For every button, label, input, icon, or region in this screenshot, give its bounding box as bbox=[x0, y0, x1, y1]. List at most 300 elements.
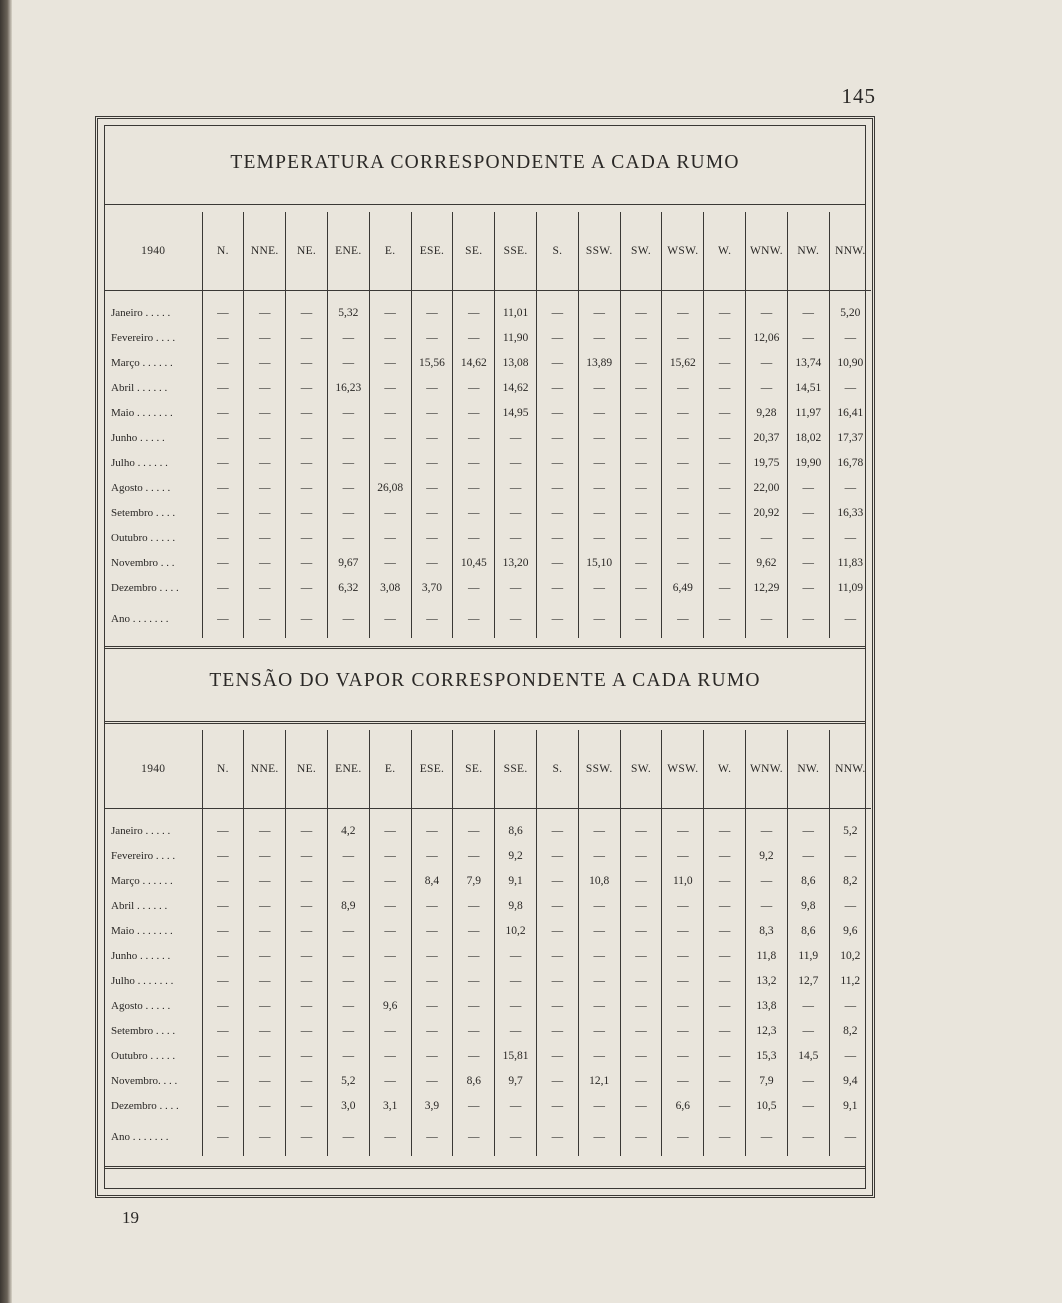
temperatura-value-cell: 17,37 bbox=[829, 425, 871, 450]
temperatura-value-cell: — bbox=[202, 475, 244, 500]
tensao-row bbox=[105, 1043, 871, 1068]
temperatura-column-header: SSE. bbox=[495, 212, 537, 291]
spacer-cell bbox=[620, 291, 662, 301]
tensao-month-label: Outubro . . . . . bbox=[111, 1049, 176, 1062]
tensao-value-cell: — bbox=[286, 843, 328, 868]
temperatura-row bbox=[105, 325, 871, 350]
temperatura-value-cell: 14,62 bbox=[495, 375, 537, 400]
tensao-value-cell: — bbox=[411, 943, 453, 968]
temperatura-value-cell: — bbox=[662, 300, 704, 325]
tensao-value-cell: — bbox=[453, 993, 495, 1018]
spacer-cell bbox=[369, 291, 411, 301]
temperatura-value-cell: — bbox=[537, 575, 579, 600]
temperatura-year-cell: — bbox=[704, 600, 746, 638]
temperatura-value-cell: — bbox=[327, 450, 369, 475]
tensao-value-cell: — bbox=[453, 1093, 495, 1118]
temperatura-value-cell: 6,32 bbox=[327, 575, 369, 600]
spacer-cell bbox=[537, 291, 579, 301]
spacer-cell bbox=[411, 809, 453, 819]
tensao-month-label: Março . . . . . . bbox=[111, 874, 173, 887]
temperatura-column-header: SSW. bbox=[578, 212, 620, 291]
temperatura-month-label: Fevereiro . . . . bbox=[111, 331, 176, 344]
temperatura-value-cell: — bbox=[829, 525, 871, 550]
tensao-value-cell: — bbox=[495, 993, 537, 1018]
tensao-value-cell: — bbox=[662, 818, 704, 843]
temperatura-value-cell: — bbox=[369, 500, 411, 525]
tensao-value-cell: 8,2 bbox=[829, 868, 871, 893]
tensao-title-rule bbox=[105, 721, 865, 724]
temperatura-value-cell: — bbox=[704, 425, 746, 450]
temperatura-value-cell: — bbox=[244, 375, 286, 400]
tensao-value-cell: — bbox=[537, 918, 579, 943]
tensao-value-cell: — bbox=[244, 818, 286, 843]
temperatura-column-header: NNE. bbox=[244, 212, 286, 291]
tensao-value-cell: — bbox=[704, 918, 746, 943]
spacer-cell bbox=[453, 809, 495, 819]
tensao-value-cell: — bbox=[327, 1043, 369, 1068]
tensao-value-cell: 9,7 bbox=[495, 1068, 537, 1093]
temperatura-value-cell: — bbox=[537, 525, 579, 550]
temperatura-value-cell: 10,45 bbox=[453, 550, 495, 575]
tensao-value-cell: — bbox=[537, 943, 579, 968]
temperatura-value-cell: — bbox=[495, 450, 537, 475]
temperatura-value-cell: — bbox=[578, 400, 620, 425]
temperatura-value-cell: — bbox=[202, 450, 244, 475]
temperatura-value-cell: — bbox=[244, 425, 286, 450]
tensao-value-cell: — bbox=[537, 893, 579, 918]
temperatura-year-header: 1940 bbox=[141, 245, 166, 257]
temperatura-year-cell: — bbox=[829, 600, 871, 638]
tensao-year-cell: — bbox=[286, 1118, 328, 1156]
tensao-value-cell: — bbox=[369, 918, 411, 943]
temperatura-value-cell: — bbox=[620, 325, 662, 350]
tensao-year-cell: — bbox=[244, 1118, 286, 1156]
tensao-row bbox=[105, 818, 871, 843]
tensao-month-label: Junho . . . . . . bbox=[111, 949, 171, 962]
tensao-value-cell: — bbox=[704, 1093, 746, 1118]
tensao-value-cell: — bbox=[244, 1068, 286, 1093]
spacer-cell bbox=[286, 291, 328, 301]
temperatura-value-cell: — bbox=[578, 475, 620, 500]
temperatura-value-cell: — bbox=[369, 350, 411, 375]
temperatura-value-cell: — bbox=[411, 500, 453, 525]
tensao-value-cell: — bbox=[662, 968, 704, 993]
temperatura-value-cell: — bbox=[746, 375, 788, 400]
tensao-value-cell: — bbox=[411, 843, 453, 868]
tensao-column-header: SE. bbox=[453, 730, 495, 809]
temperatura-column-header: NNW. bbox=[829, 212, 871, 291]
temperatura-month-label: Junho . . . . . bbox=[111, 431, 165, 444]
temperatura-month-label: Dezembro . . . . bbox=[111, 581, 179, 594]
tensao-year-cell: — bbox=[202, 1118, 244, 1156]
tensao-value-cell: — bbox=[662, 943, 704, 968]
tensao-month-label: Setembro . . . . bbox=[111, 1024, 176, 1037]
tensao-row bbox=[105, 893, 871, 918]
temperatura-value-cell: — bbox=[286, 400, 328, 425]
temperatura-value-cell: — bbox=[453, 450, 495, 475]
temperatura-value-cell: — bbox=[578, 525, 620, 550]
tensao-value-cell: — bbox=[369, 818, 411, 843]
temperatura-value-cell: 16,41 bbox=[829, 400, 871, 425]
temperatura-value-cell: — bbox=[286, 425, 328, 450]
temperatura-value-cell: — bbox=[662, 375, 704, 400]
temperatura-column-header: ESE. bbox=[411, 212, 453, 291]
tensao-value-cell: 15,3 bbox=[746, 1043, 788, 1068]
tensao-value-cell: — bbox=[662, 1018, 704, 1043]
temperatura-year-cell: — bbox=[495, 600, 537, 638]
temperatura-row bbox=[105, 425, 871, 450]
tensao-column-header: NNW. bbox=[829, 730, 871, 809]
tensao-column-header: W. bbox=[704, 730, 746, 809]
temperatura-value-cell: — bbox=[327, 400, 369, 425]
spacer-cell bbox=[495, 291, 537, 301]
temperatura-value-cell: — bbox=[369, 525, 411, 550]
temperatura-value-cell: — bbox=[704, 400, 746, 425]
temperatura-value-cell: — bbox=[202, 300, 244, 325]
tensao-value-cell: — bbox=[244, 918, 286, 943]
temperatura-value-cell: — bbox=[704, 450, 746, 475]
tensao-year-cell: — bbox=[453, 1118, 495, 1156]
temperatura-value-cell: 15,10 bbox=[578, 550, 620, 575]
spacer-cell bbox=[327, 291, 369, 301]
temperatura-value-cell: — bbox=[620, 525, 662, 550]
tensao-value-cell: — bbox=[202, 993, 244, 1018]
tensao-value-cell: — bbox=[662, 893, 704, 918]
spacer-cell bbox=[787, 291, 829, 301]
tensao-column-header: SSE. bbox=[495, 730, 537, 809]
temperatura-value-cell: 11,97 bbox=[787, 400, 829, 425]
temperatura-value-cell: — bbox=[704, 575, 746, 600]
spacer-cell bbox=[662, 809, 704, 819]
tensao-year-cell: — bbox=[537, 1118, 579, 1156]
tensao-value-cell: — bbox=[662, 1043, 704, 1068]
temperatura-value-cell: — bbox=[244, 325, 286, 350]
temperatura-value-cell: 12,29 bbox=[746, 575, 788, 600]
tensao-value-cell: — bbox=[244, 993, 286, 1018]
tensao-month-label: Agosto . . . . . bbox=[111, 999, 171, 1012]
tensao-value-cell: — bbox=[411, 818, 453, 843]
tensao-value-cell: — bbox=[620, 993, 662, 1018]
temperatura-value-cell: — bbox=[620, 375, 662, 400]
tensao-value-cell: — bbox=[286, 993, 328, 1018]
tensao-value-cell: — bbox=[704, 868, 746, 893]
temperatura-value-cell: 13,89 bbox=[578, 350, 620, 375]
temperatura-value-cell: — bbox=[704, 500, 746, 525]
temperatura-value-cell: — bbox=[244, 575, 286, 600]
tensao-value-cell: — bbox=[829, 893, 871, 918]
temperatura-year-label: Ano . . . . . . . bbox=[111, 613, 169, 625]
temperatura-value-cell: — bbox=[662, 550, 704, 575]
tensao-value-cell: — bbox=[286, 868, 328, 893]
temperatura-value-cell: — bbox=[537, 475, 579, 500]
tensao-value-cell: — bbox=[202, 943, 244, 968]
tensao-month-label: Novembro. . . . bbox=[111, 1074, 178, 1087]
temperatura-value-cell: — bbox=[286, 525, 328, 550]
temperatura-value-cell: — bbox=[286, 575, 328, 600]
tensao-value-cell: — bbox=[704, 1018, 746, 1043]
tensao-value-cell: 9,4 bbox=[829, 1068, 871, 1093]
tensao-value-cell: — bbox=[453, 1043, 495, 1068]
tensao-value-cell: — bbox=[495, 943, 537, 968]
tensao-value-cell: — bbox=[495, 1093, 537, 1118]
tensao-value-cell: — bbox=[537, 993, 579, 1018]
spacer-cell bbox=[202, 809, 244, 819]
tensao-value-cell: — bbox=[787, 993, 829, 1018]
tensao-column-header: WSW. bbox=[662, 730, 704, 809]
tensao-value-cell: — bbox=[286, 1043, 328, 1068]
tensao-value-cell: — bbox=[453, 818, 495, 843]
tensao-value-cell: — bbox=[829, 1043, 871, 1068]
tensao-value-cell: — bbox=[620, 968, 662, 993]
temperatura-value-cell: — bbox=[369, 550, 411, 575]
temperatura-value-cell: 18,02 bbox=[787, 425, 829, 450]
temperatura-value-cell: — bbox=[453, 375, 495, 400]
tensao-value-cell: — bbox=[244, 893, 286, 918]
temperatura-value-cell: — bbox=[411, 325, 453, 350]
temperatura-value-cell: — bbox=[620, 300, 662, 325]
temperatura-value-cell: — bbox=[704, 325, 746, 350]
tensao-year-cell: — bbox=[578, 1118, 620, 1156]
temperatura-value-cell: — bbox=[411, 375, 453, 400]
temperatura-value-cell: 15,62 bbox=[662, 350, 704, 375]
temperatura-row bbox=[105, 575, 871, 600]
temperatura-value-cell: — bbox=[578, 325, 620, 350]
tensao-value-cell: — bbox=[829, 993, 871, 1018]
tensao-value-cell: 8,9 bbox=[327, 893, 369, 918]
temperatura-month-label: Novembro . . . bbox=[111, 556, 175, 569]
temperatura-value-cell: — bbox=[537, 425, 579, 450]
temperatura-value-cell: — bbox=[286, 350, 328, 375]
temperatura-value-cell: — bbox=[202, 375, 244, 400]
temperatura-value-cell: — bbox=[662, 400, 704, 425]
tensao-value-cell: — bbox=[620, 943, 662, 968]
tensao-year-cell: — bbox=[327, 1118, 369, 1156]
spacer-cell bbox=[537, 809, 579, 819]
spacer-cell bbox=[369, 809, 411, 819]
temperatura-value-cell: — bbox=[704, 300, 746, 325]
tensao-value-cell: — bbox=[537, 818, 579, 843]
temperatura-row bbox=[105, 525, 871, 550]
tensao-value-cell: 4,2 bbox=[327, 818, 369, 843]
tensao-value-cell: 12,3 bbox=[746, 1018, 788, 1043]
tensao-year-row bbox=[105, 1118, 871, 1156]
temperatura-month-label: Outubro . . . . . bbox=[111, 531, 176, 544]
tensao-value-cell: — bbox=[202, 893, 244, 918]
tensao-value-cell: — bbox=[662, 1068, 704, 1093]
temperatura-value-cell: — bbox=[620, 350, 662, 375]
temperatura-value-cell: — bbox=[369, 375, 411, 400]
temperatura-value-cell: — bbox=[202, 400, 244, 425]
tensao-value-cell: — bbox=[787, 818, 829, 843]
temperatura-value-cell: — bbox=[537, 375, 579, 400]
tensao-title: TENSÃO DO VAPOR CORRESPONDENTE A CADA RUMO bbox=[209, 670, 761, 691]
temperatura-value-cell: 13,08 bbox=[495, 350, 537, 375]
tensao-value-cell: — bbox=[327, 943, 369, 968]
tensao-value-cell: — bbox=[369, 868, 411, 893]
tensao-value-cell: — bbox=[746, 868, 788, 893]
tensao-column-header: S. bbox=[537, 730, 579, 809]
tensao-value-cell: — bbox=[244, 1018, 286, 1043]
temperatura-year-cell: — bbox=[286, 600, 328, 638]
temperatura-column-header: N. bbox=[202, 212, 244, 291]
temperatura-value-cell: — bbox=[620, 450, 662, 475]
tensao-value-cell: — bbox=[202, 918, 244, 943]
temperatura-value-cell: 9,28 bbox=[746, 400, 788, 425]
spacer-cell bbox=[746, 291, 788, 301]
spacer-cell bbox=[105, 809, 202, 819]
temperatura-value-cell: 16,23 bbox=[327, 375, 369, 400]
tensao-value-cell: — bbox=[620, 843, 662, 868]
tensao-value-cell: — bbox=[286, 918, 328, 943]
temperatura-value-cell: — bbox=[537, 450, 579, 475]
tensao-value-cell: 13,8 bbox=[746, 993, 788, 1018]
temperatura-value-cell: — bbox=[537, 300, 579, 325]
temperatura-column-header: ENE. bbox=[327, 212, 369, 291]
temperatura-value-cell: — bbox=[244, 300, 286, 325]
temperatura-year-cell: — bbox=[746, 600, 788, 638]
tensao-column-header: ESE. bbox=[411, 730, 453, 809]
tensao-value-cell: — bbox=[244, 1043, 286, 1068]
temperatura-value-cell: 11,83 bbox=[829, 550, 871, 575]
tensao-row bbox=[105, 1068, 871, 1093]
tensao-column-header: WNW. bbox=[746, 730, 788, 809]
tensao-value-cell: — bbox=[537, 1093, 579, 1118]
tensao-year-cell: — bbox=[495, 1118, 537, 1156]
tensao-value-cell: — bbox=[620, 1093, 662, 1118]
spacer-cell bbox=[244, 809, 286, 819]
temperatura-value-cell: 19,90 bbox=[787, 450, 829, 475]
tensao-value-cell: — bbox=[411, 918, 453, 943]
tensao-value-cell: — bbox=[787, 1018, 829, 1043]
spacer-cell bbox=[578, 291, 620, 301]
tensao-value-cell: — bbox=[369, 1018, 411, 1043]
spacer-cell bbox=[495, 809, 537, 819]
temperatura-value-cell: — bbox=[746, 525, 788, 550]
temperatura-value-cell: 12,06 bbox=[746, 325, 788, 350]
tensao-value-cell: 5,2 bbox=[829, 818, 871, 843]
tensao-value-cell: — bbox=[453, 1018, 495, 1043]
tensao-value-cell: — bbox=[620, 893, 662, 918]
tensao-value-cell: 11,8 bbox=[746, 943, 788, 968]
tensao-value-cell: — bbox=[369, 1043, 411, 1068]
temperatura-value-cell: — bbox=[620, 550, 662, 575]
temperatura-value-cell: — bbox=[787, 325, 829, 350]
temperatura-value-cell: — bbox=[202, 525, 244, 550]
tensao-value-cell: 8,3 bbox=[746, 918, 788, 943]
temperatura-column-header: W. bbox=[704, 212, 746, 291]
temperatura-value-cell: — bbox=[286, 475, 328, 500]
temperatura-month-label: Julho . . . . . . bbox=[111, 456, 168, 469]
temperatura-value-cell: — bbox=[620, 425, 662, 450]
temperatura-value-cell: 10,90 bbox=[829, 350, 871, 375]
tensao-month-label: Janeiro . . . . . bbox=[111, 824, 171, 837]
temperatura-row bbox=[105, 475, 871, 500]
tensao-value-cell: — bbox=[829, 843, 871, 868]
temperatura-month-label: Abril . . . . . . bbox=[111, 381, 168, 394]
tensao-value-cell: 8,6 bbox=[495, 818, 537, 843]
temperatura-value-cell: — bbox=[578, 450, 620, 475]
temperatura-value-cell: — bbox=[787, 300, 829, 325]
temperatura-value-cell: 5,32 bbox=[327, 300, 369, 325]
tensao-month-label: Maio . . . . . . . bbox=[111, 924, 173, 937]
temperatura-value-cell: 6,49 bbox=[662, 575, 704, 600]
temperatura-value-cell: 13,74 bbox=[787, 350, 829, 375]
temperatura-year-cell: — bbox=[620, 600, 662, 638]
tensao-value-cell: 10,5 bbox=[746, 1093, 788, 1118]
temperatura-value-cell: 13,20 bbox=[495, 550, 537, 575]
temperatura-value-cell: — bbox=[453, 475, 495, 500]
tensao-value-cell: — bbox=[411, 1043, 453, 1068]
tensao-value-cell: — bbox=[411, 993, 453, 1018]
temperatura-value-cell: — bbox=[662, 450, 704, 475]
tensao-column-header: ENE. bbox=[327, 730, 369, 809]
tensao-year-cell: — bbox=[411, 1118, 453, 1156]
temperatura-value-cell: 9,67 bbox=[327, 550, 369, 575]
temperatura-value-cell: 20,37 bbox=[746, 425, 788, 450]
tensao-value-cell: — bbox=[620, 868, 662, 893]
temperatura-value-cell: — bbox=[704, 550, 746, 575]
temperatura-value-cell: — bbox=[327, 525, 369, 550]
temperatura-column-header: WNW. bbox=[746, 212, 788, 291]
tensao-value-cell: — bbox=[620, 1068, 662, 1093]
tensao-value-cell: — bbox=[327, 918, 369, 943]
tensao-column-header: NW. bbox=[787, 730, 829, 809]
temperatura-column-header: S. bbox=[537, 212, 579, 291]
temperatura-value-cell: — bbox=[620, 500, 662, 525]
temperatura-value-cell: — bbox=[411, 300, 453, 325]
tensao-column-header: NNE. bbox=[244, 730, 286, 809]
temperatura-value-cell: — bbox=[620, 400, 662, 425]
temperatura-year-cell: — bbox=[537, 600, 579, 638]
tensao-value-cell: — bbox=[704, 1043, 746, 1068]
temperatura-column-header: SE. bbox=[453, 212, 495, 291]
tensao-year-cell: — bbox=[746, 1118, 788, 1156]
tensao-month-label: Abril . . . . . . bbox=[111, 899, 168, 912]
tensao-value-cell: — bbox=[286, 1068, 328, 1093]
table-bottom-rule bbox=[105, 1166, 865, 1169]
tensao-year-cell: — bbox=[704, 1118, 746, 1156]
temperatura-value-cell: — bbox=[537, 500, 579, 525]
tensao-value-cell: — bbox=[746, 893, 788, 918]
tensao-year-label: Ano . . . . . . . bbox=[111, 1131, 169, 1143]
temperatura-value-cell: — bbox=[453, 325, 495, 350]
tensao-value-cell: — bbox=[495, 968, 537, 993]
tensao-value-cell: 9,8 bbox=[787, 893, 829, 918]
table-frame-inner bbox=[104, 125, 866, 1189]
spacer-cell bbox=[286, 809, 328, 819]
temperatura-value-cell: — bbox=[202, 350, 244, 375]
temperatura-value-cell: — bbox=[244, 400, 286, 425]
tensao-value-cell: 3,9 bbox=[411, 1093, 453, 1118]
tensao-value-cell: — bbox=[578, 843, 620, 868]
tensao-value-cell: — bbox=[411, 968, 453, 993]
temperatura-year-cell: — bbox=[327, 600, 369, 638]
temperatura-value-cell: — bbox=[537, 325, 579, 350]
tensao-column-header: NE. bbox=[286, 730, 328, 809]
tensao-value-cell: — bbox=[578, 818, 620, 843]
tensao-value-cell: 10,8 bbox=[578, 868, 620, 893]
temperatura-value-cell: — bbox=[244, 550, 286, 575]
tensao-year-cell: — bbox=[787, 1118, 829, 1156]
spacer-cell bbox=[829, 291, 871, 301]
tensao-value-cell: — bbox=[578, 943, 620, 968]
temperatura-column-header: SW. bbox=[620, 212, 662, 291]
temperatura-value-cell: 3,08 bbox=[369, 575, 411, 600]
tensao-value-cell: — bbox=[411, 893, 453, 918]
tensao-value-cell: — bbox=[286, 893, 328, 918]
tensao-value-cell: 10,2 bbox=[495, 918, 537, 943]
temperatura-column-header: NW. bbox=[787, 212, 829, 291]
